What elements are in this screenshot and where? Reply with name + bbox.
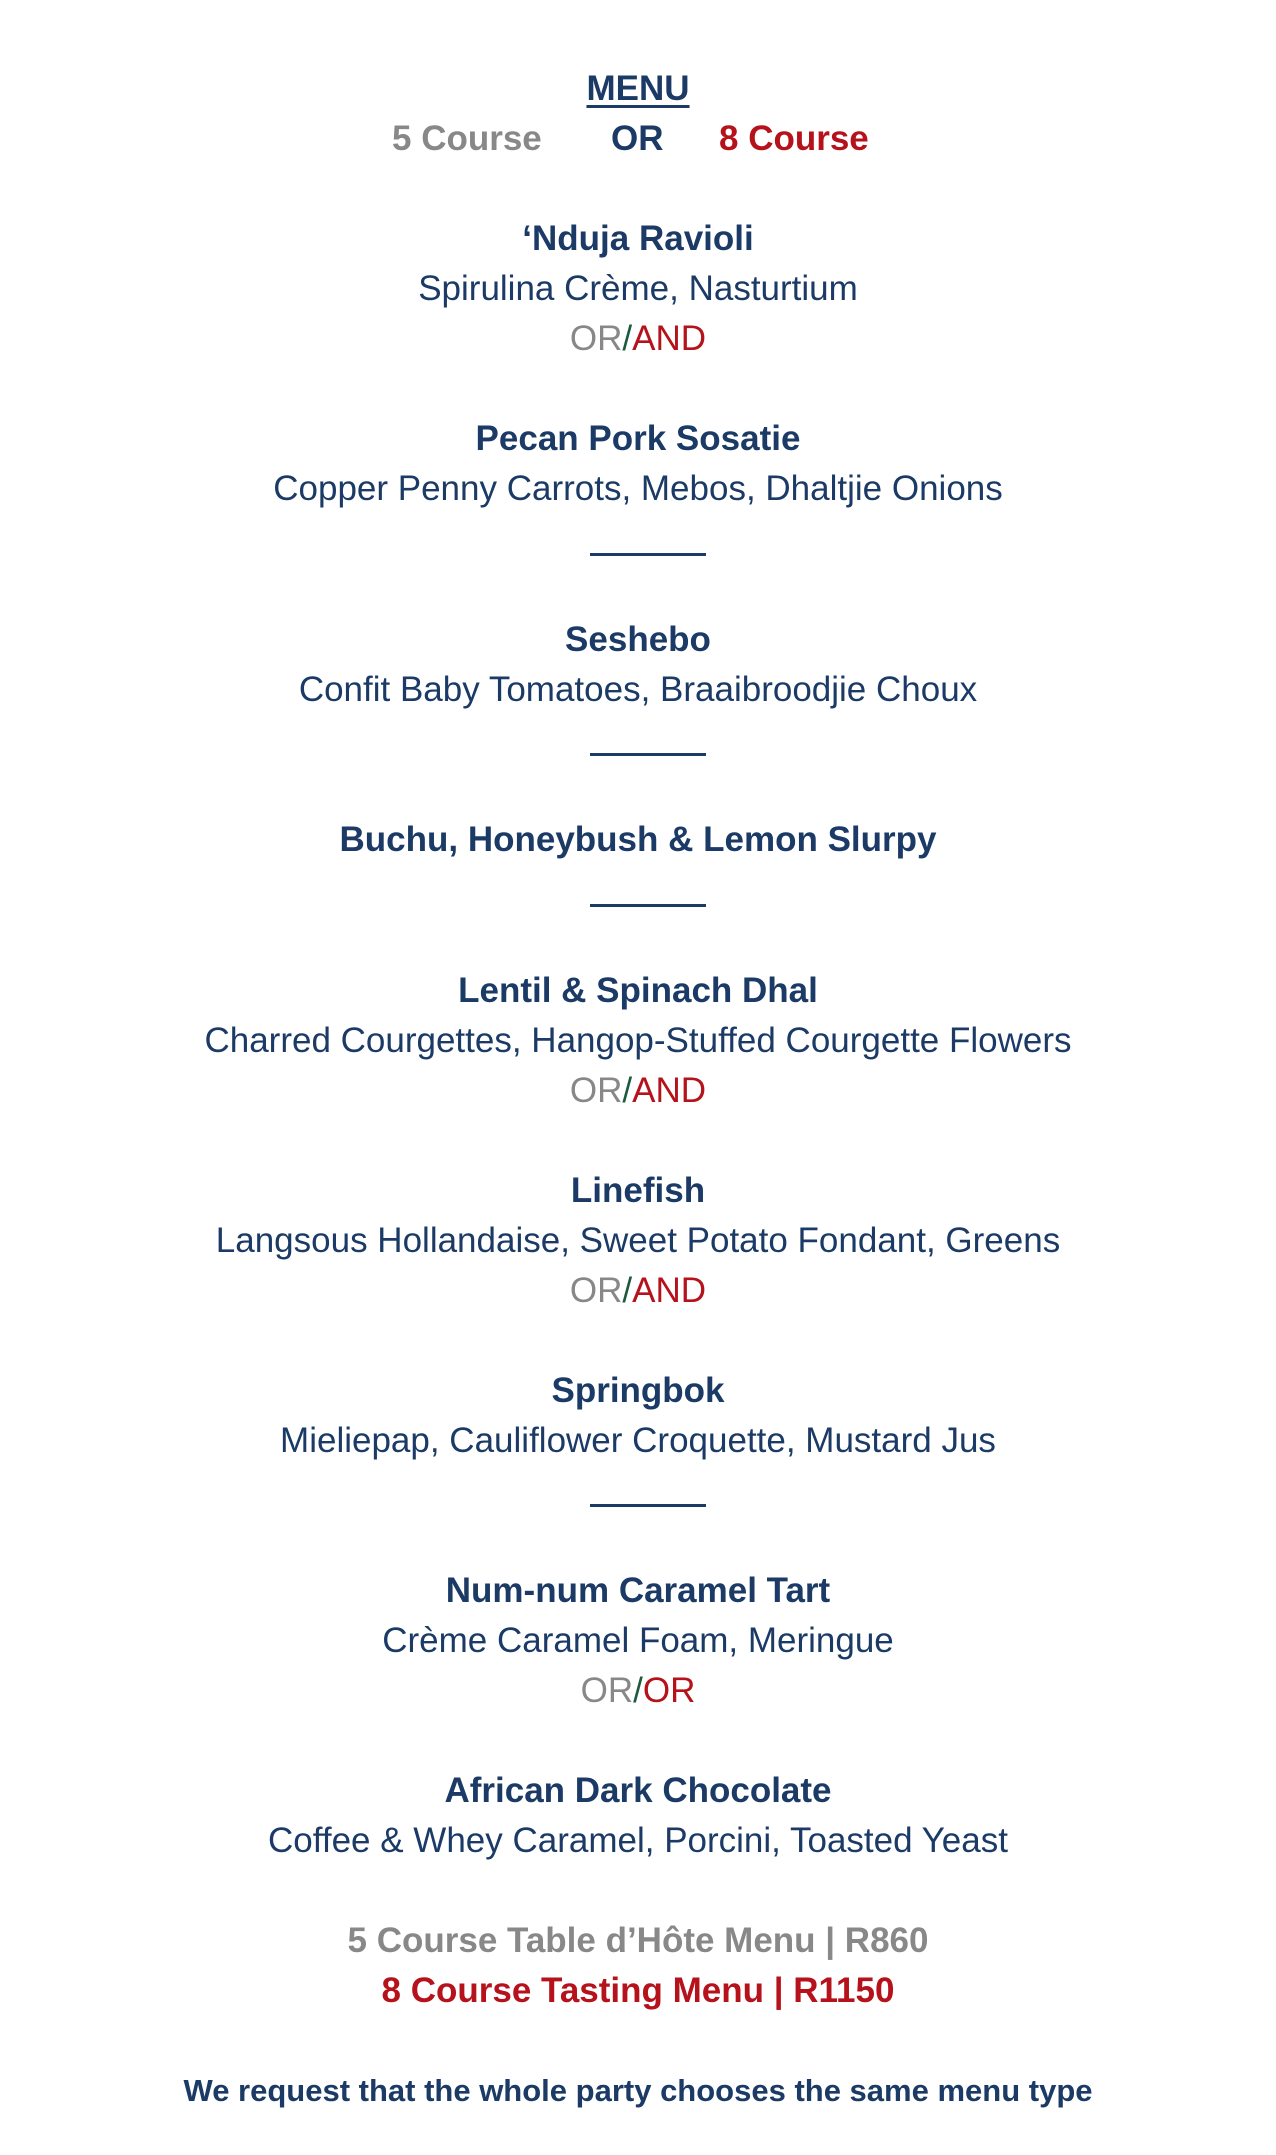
or-and-connector: [0, 316, 1276, 362]
five-course-option: 5 Course: [392, 119, 542, 158]
dish-name: Pecan Pork Sosatie: [475, 419, 801, 458]
dish-description: Langsous Hollandaise, Sweet Potato Fondant, Greens: [215, 1221, 1061, 1260]
dish-description: Crème Caramel Foam, Meringue: [382, 1621, 894, 1660]
dish-name: Linefish: [570, 1171, 706, 1210]
course-divider: [590, 1504, 706, 1507]
dish-description: Coffee & Whey Caramel, Porcini, Toasted Yeast: [268, 1821, 1008, 1860]
connector-slash: /: [622, 319, 633, 358]
dish-name: Buchu, Honeybush & Lemon Slurpy: [339, 820, 937, 859]
course-divider: [590, 753, 706, 756]
connector-slash: /: [622, 1271, 633, 1310]
dish-name: Lentil & Spinach Dhal: [458, 971, 818, 1010]
dish-name: Seshebo: [565, 620, 711, 659]
or-or-connector: [0, 1668, 1276, 1714]
menu-title: MENU: [586, 69, 690, 108]
dish-description: Copper Penny Carrots, Mebos, Dhaltjie Onions: [273, 469, 1003, 508]
or-and-connector: [0, 1268, 1276, 1314]
dish-description: Spirulina Crème, Nasturtium: [418, 269, 858, 308]
eight-course-option: 8 Course: [719, 119, 869, 158]
connector-or: OR: [569, 1071, 623, 1110]
connector-or-alt: OR: [642, 1671, 696, 1710]
connector-or: OR: [580, 1671, 634, 1710]
dish-name: Num-num Caramel Tart: [445, 1571, 831, 1610]
connector-and: AND: [632, 1271, 707, 1310]
party-menu-note: We request that the whole party chooses the same menu type: [183, 2073, 1093, 2108]
dish-name: African Dark Chocolate: [444, 1771, 832, 1810]
connector-slash: /: [622, 1071, 633, 1110]
connector-or: OR: [569, 319, 623, 358]
dish-description: Mieliepap, Cauliflower Croquette, Mustard Jus: [280, 1421, 996, 1460]
dish-description: Charred Courgettes, Hangop-Stuffed Courgette Flowers: [204, 1021, 1072, 1060]
course-divider: [590, 904, 706, 907]
dish-name: Springbok: [551, 1371, 725, 1410]
eight-course-price: 8 Course Tasting Menu | R1150: [381, 1971, 895, 2010]
five-course-price: 5 Course Table d’Hôte Menu | R860: [347, 1921, 929, 1960]
or-and-connector: [0, 1068, 1276, 1114]
menu-type-choice: [0, 116, 1276, 162]
connector-slash: /: [633, 1671, 643, 1710]
connector-and: AND: [632, 319, 707, 358]
dish-name: ‘Nduja Ravioli: [522, 219, 754, 258]
connector-or: OR: [569, 1271, 623, 1310]
dish-description: Confit Baby Tomatoes, Braaibroodjie Choux: [298, 670, 978, 709]
course-divider: [590, 553, 706, 556]
or-separator: OR: [611, 119, 664, 158]
connector-and: AND: [632, 1071, 707, 1110]
